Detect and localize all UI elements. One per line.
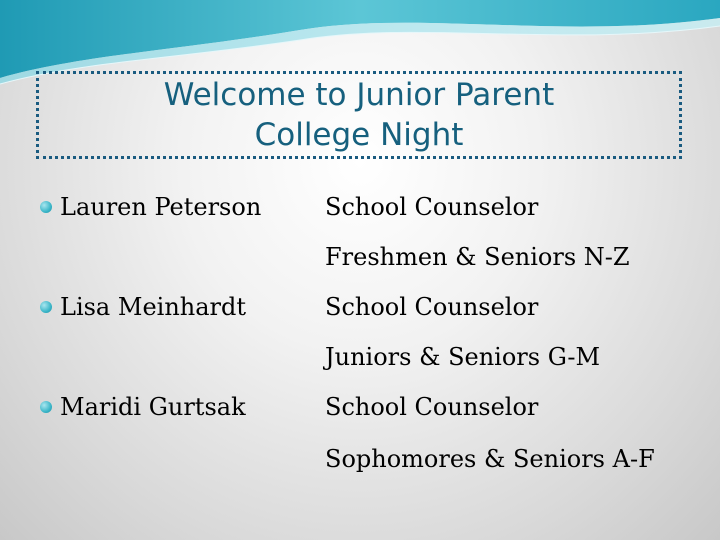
staff-assignment: Juniors & Seniors G-M (325, 343, 601, 371)
staff-role: School Counselor (325, 193, 539, 221)
bullet-icon (40, 301, 52, 313)
title-box (36, 71, 682, 159)
staff-name-item (40, 293, 246, 321)
staff-role: School Counselor (325, 293, 539, 321)
bullet-icon (40, 201, 52, 213)
staff-name: Lisa Meinhardt (60, 293, 247, 321)
staff-role: School Counselor (325, 393, 539, 421)
staff-name: Lauren Peterson (60, 193, 262, 221)
staff-assignment: Sophomores & Seniors A-F (325, 445, 655, 473)
page-title-line-1: Welcome to Junior Parent (163, 77, 555, 113)
staff-assignment: Freshmen & Seniors N-Z (325, 243, 630, 271)
staff-name: Maridi Gurtsak (60, 393, 246, 421)
bullet-icon (40, 401, 52, 413)
page-title-line-2: College Night (254, 117, 464, 153)
staff-name-item (40, 193, 261, 221)
staff-name-item (40, 393, 246, 421)
